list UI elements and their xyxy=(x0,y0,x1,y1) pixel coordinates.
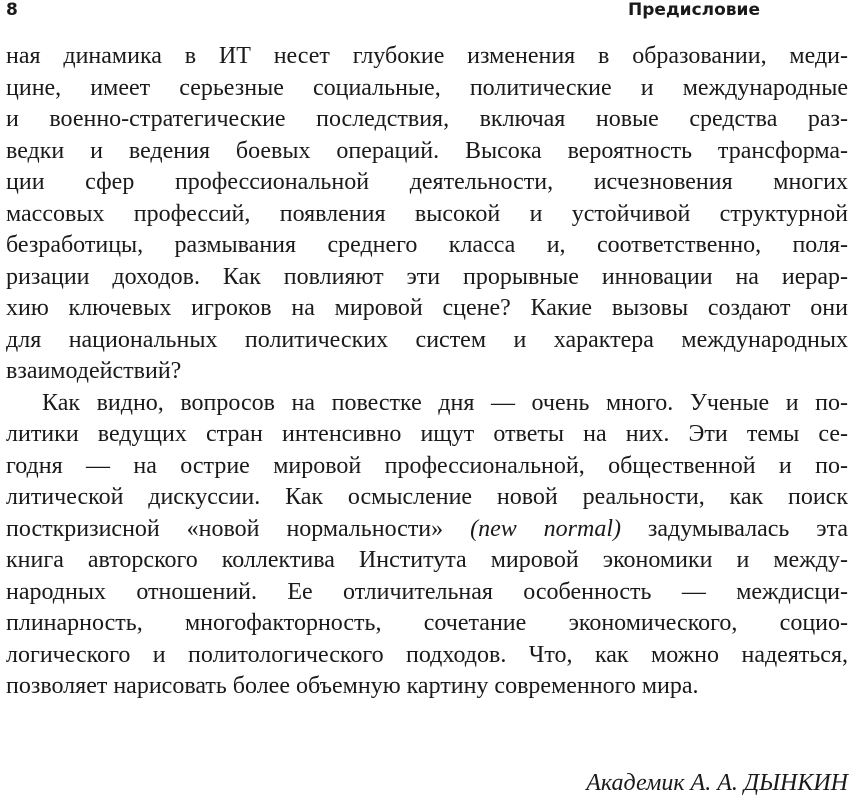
text-line: для национальных политических систем и характера международных xyxy=(6,326,848,353)
body-text xyxy=(6,41,848,703)
running-header xyxy=(6,0,760,22)
text-line: взаимодействий? xyxy=(6,358,182,384)
text-line: книга авторского коллектива Института мировой экономики и между- xyxy=(6,547,848,573)
text-line: хию ключевых игроков на мировой сцене? Какие вызовы создают они xyxy=(6,295,848,321)
text-segment: посткризисной «новой нормальности» xyxy=(6,515,471,542)
text-line: литической дискуссии. Как осмысление новой реальности, как поиск xyxy=(6,484,848,510)
text-line: ная динамика в ИТ несет глубокие изменения в образовании, меди- xyxy=(6,43,848,69)
text-line: ведки и ведения боевых операций. Высока вероятность трансформа- xyxy=(6,137,848,164)
text-line: и военно-стратегические последствия, включая новые средства раз- xyxy=(6,106,848,132)
paragraph-1 xyxy=(6,41,848,388)
text-line-with-term xyxy=(6,514,848,546)
text-line: массовых профессий, появления высокой и устойчивой структурной xyxy=(6,200,848,227)
text-line: плинарность, многофакторность, сочетание экономического, социо- xyxy=(6,610,848,636)
text-line: цине, имеет серьезные социальные, политические и международные xyxy=(6,74,848,101)
page-number: 8 xyxy=(6,0,18,20)
text-segment: задумывалась эта xyxy=(620,515,848,542)
text-line: литики ведущих стран интенсивно ищут ответы на них. Эти темы се- xyxy=(6,421,848,447)
running-section-title: Предисловие xyxy=(628,0,760,20)
text-line: годня — на острие мировой профессиональной, общественной и по- xyxy=(6,452,848,479)
english-term: (new normal) xyxy=(470,515,621,542)
text-line: ции сфер профессиональной деятельности, исчезновения многих xyxy=(6,169,848,195)
text-line: Как видно, вопросов на повестке дня — очень много. Ученые и по- xyxy=(42,389,848,416)
text-line: безработицы, размывания среднего класса и, соответственно, поля- xyxy=(6,232,848,258)
text-line: ризации доходов. Как повлияют эти прорывные инновации на иерар- xyxy=(6,263,848,290)
text-line: народных отношений. Ее отличительная особенность — междисци- xyxy=(6,578,848,605)
text-line: позволяет нарисовать более объемную картину современного мира. xyxy=(6,673,699,699)
text-line: логического и политологического подходов. Что, как можно надеяться, xyxy=(6,641,848,668)
author-signature: Академик А. А. ДЫНКИН xyxy=(586,770,848,796)
paragraph-2 xyxy=(6,388,848,703)
